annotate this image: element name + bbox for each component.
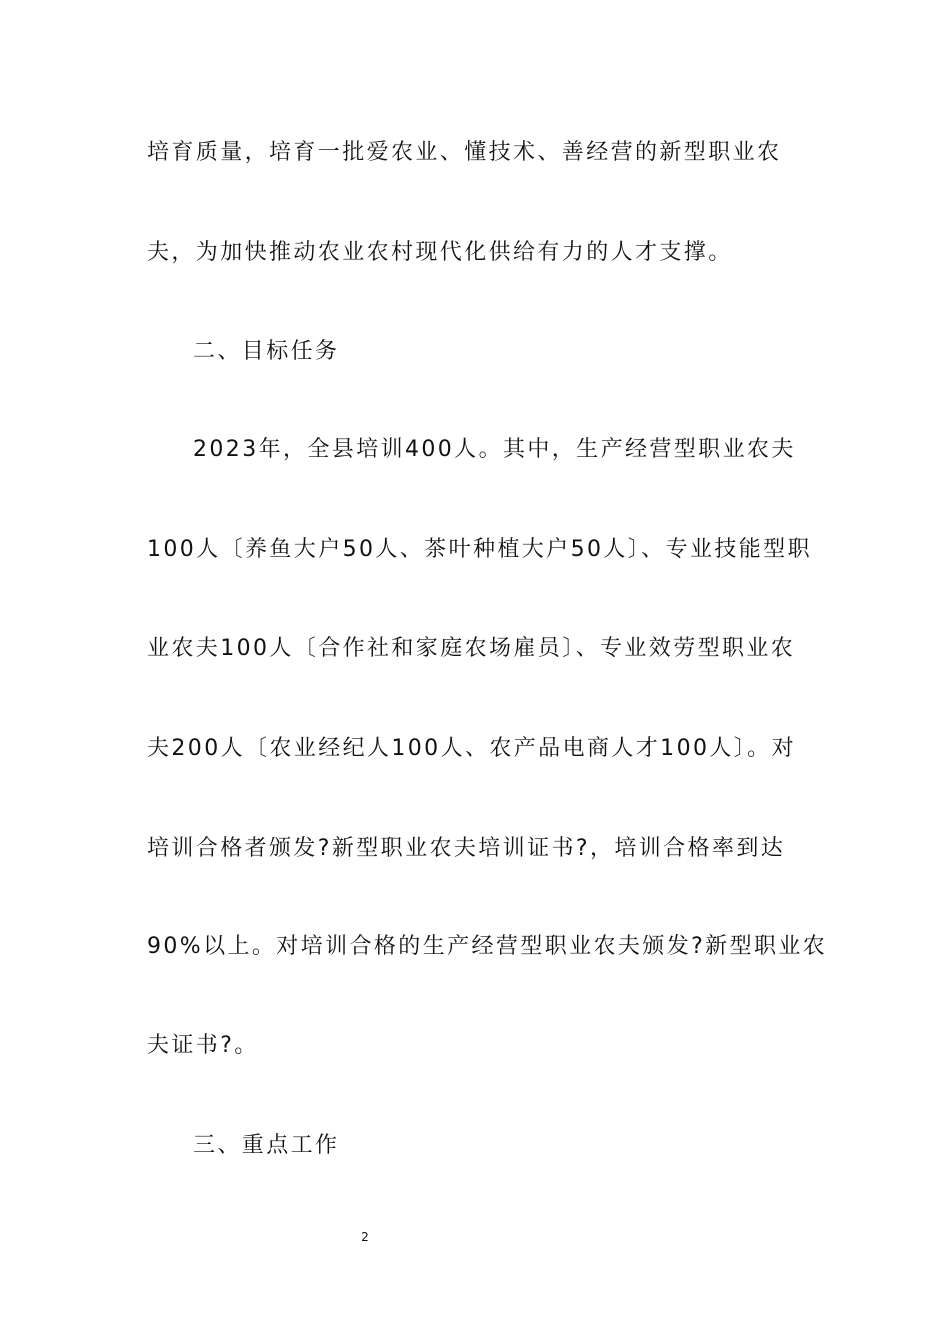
page-number: 2 — [361, 1230, 369, 1244]
paragraph-line: 夫200人〔农业经纪人100人、农产品电商人才100人〕。对 — [147, 736, 796, 761]
paragraph-line: 业农夫100人〔合作社和家庭农场雇员〕、专业效劳型职业农 — [147, 636, 796, 661]
section-heading: 三、重点工作 — [193, 1133, 340, 1158]
paragraph-line: 夫，为加快推动农业农村现代化供给有力的人才支撑。 — [147, 240, 733, 265]
paragraph-line: 100人〔养鱼大户50人、茶叶种植大户50人〕、专业技能型职 — [147, 537, 812, 562]
section-heading: 二、目标任务 — [193, 339, 340, 364]
paragraph-line: 2023年，全县培训400人。其中，生产经营型职业农夫 — [193, 437, 796, 462]
paragraph-line: 培育质量，培育一批爱农业、懂技术、善经营的新型职业农 — [147, 140, 782, 165]
paragraph-line: 培训合格者颁发?新型职业农夫培训证书?，培训合格率到达 — [147, 836, 786, 861]
paragraph-line: 夫证书?。 — [147, 1033, 259, 1058]
paragraph-line: 90%以上。对培训合格的生产经营型职业农夫颁发?新型职业农 — [147, 934, 828, 959]
